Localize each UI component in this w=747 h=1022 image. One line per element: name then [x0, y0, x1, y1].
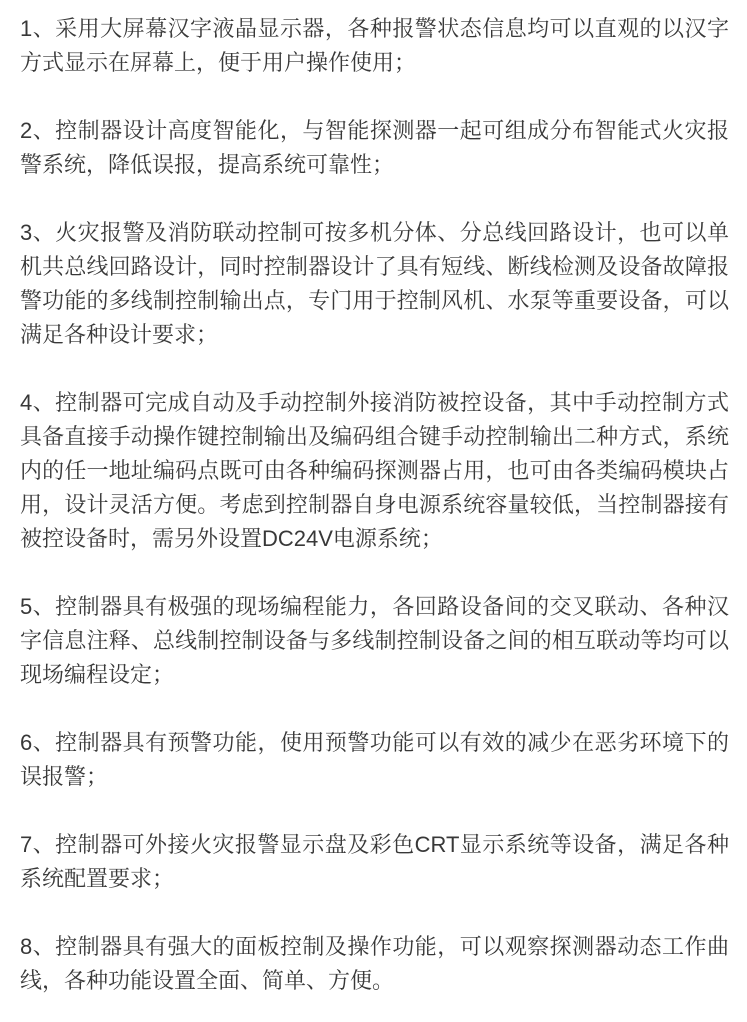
feature-item-8: 8、控制器具有强大的面板控制及操作功能，可以观察探测器动态工作曲线，各种功能设置全面、简单、方便。 [20, 934, 729, 993]
feature-item-2: 2、控制器设计高度智能化，与智能探测器一起可组成分布智能式火灾报警系统，降低误报，提高系统可靠性； [20, 118, 729, 177]
feature-item-1: 1、采用大屏幕汉字液晶显示器，各种报警状态信息均可以直观的以汉字方式显示在屏幕上，便于用户操作使用； [20, 16, 729, 75]
feature-item-7: 7、控制器可外接火灾报警显示盘及彩色CRT显示系统等设备，满足各种系统配置要求； [20, 832, 729, 891]
feature-item-5: 5、控制器具有极强的现场编程能力，各回路设备间的交叉联动、各种汉字信息注释、总线制控制设备与多线制控制设备之间的相互联动等均可以现场编程设定； [20, 594, 729, 687]
feature-item-3: 3、火灾报警及消防联动控制可按多机分体、分总线回路设计，也可以单机共总线回路设计，同时控制器设计了具有短线、断线检测及设备故障报警功能的多线制控制输出点，专门用于控制风机、水泵等重要设备，可以满足各种设计要求； [20, 220, 729, 347]
feature-item-4: 4、控制器可完成自动及手动控制外接消防被控设备，其中手动控制方式具备直接手动操作键控制输出及编码组合键手动控制输出二种方式，系统内的任一地址编码点既可由各种编码探测器占用，也可由各类编码模块占用，设计灵活方便。考虑到控制器自身电源系统容量较低，当控制器接有被控设备时，需另外设置DC24V电源系统； [20, 390, 729, 551]
feature-item-6: 6、控制器具有预警功能，使用预警功能可以有效的减少在恶劣环境下的误报警； [20, 730, 729, 789]
